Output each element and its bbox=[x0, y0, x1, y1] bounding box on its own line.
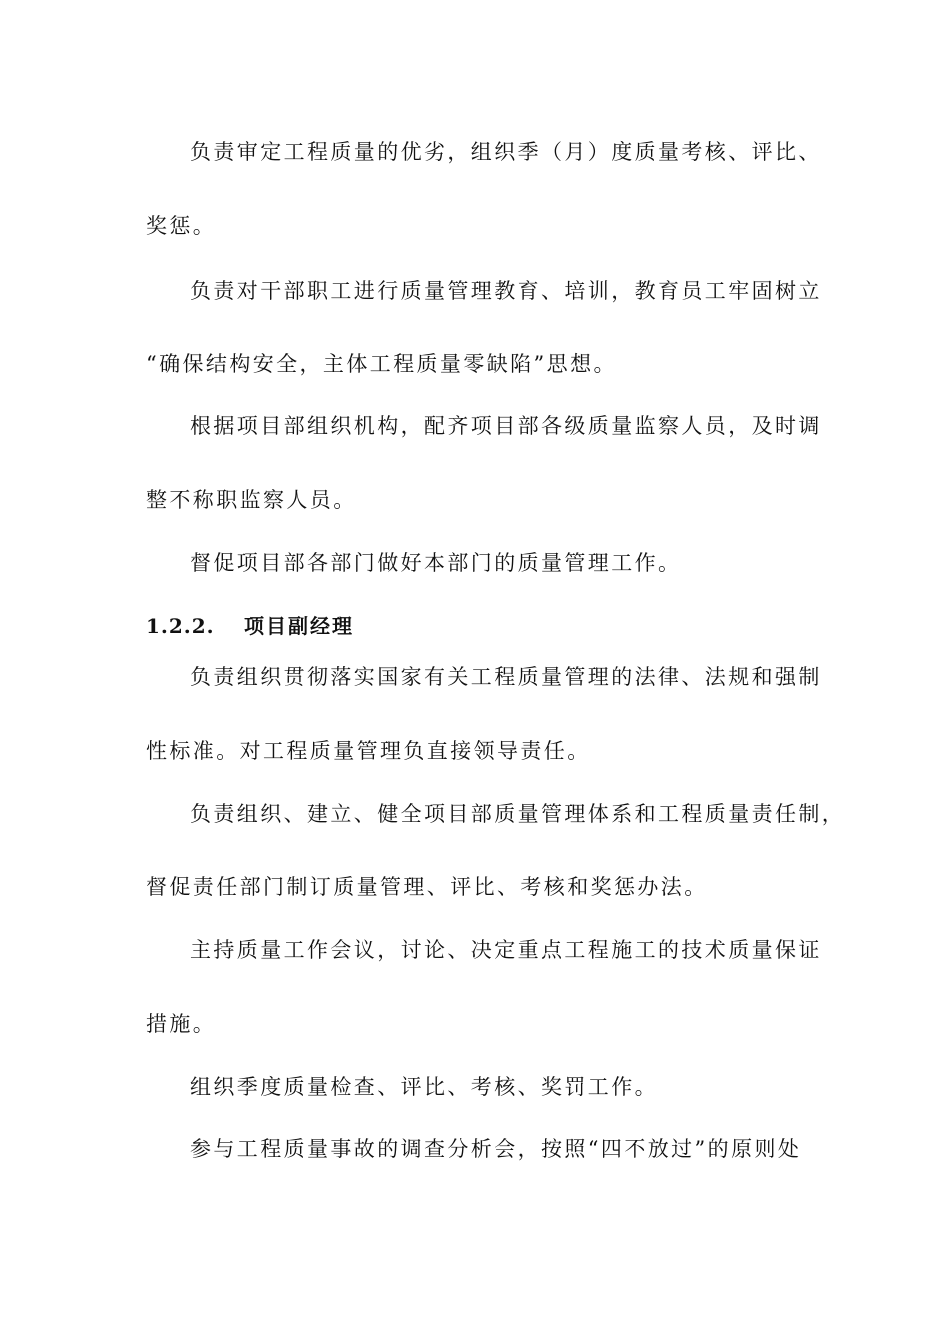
paragraph-line: 组织季度质量检查、评比、考核、奖罚工作。 bbox=[190, 1075, 658, 1099]
paragraph-line: 参与工程质量事故的调查分析会，按照“四不放过”的原则处 bbox=[190, 1137, 802, 1161]
paragraph-line: “确保结构安全，主体工程质量零缺陷”思想。 bbox=[146, 352, 617, 376]
paragraph-line: 负责组织贯彻落实国家有关工程质量管理的法律、法规和强制 bbox=[190, 665, 822, 689]
paragraph-line: 性标准。对工程质量管理负直接领导责任。 bbox=[146, 739, 591, 763]
section-number: 1.2.2. bbox=[146, 614, 215, 638]
section-title: 项目副经理 bbox=[244, 614, 354, 638]
paragraph-line: 督促项目部各部门做好本部门的质量管理工作。 bbox=[190, 551, 682, 575]
paragraph-line: 负责组织、建立、健全项目部质量管理体系和工程质量责任制， bbox=[190, 802, 846, 826]
paragraph-line: 督促责任部门制订质量管理、评比、考核和奖惩办法。 bbox=[146, 875, 708, 899]
paragraph-line: 奖惩。 bbox=[146, 214, 217, 238]
paragraph-line: 措施。 bbox=[146, 1012, 217, 1036]
paragraph-line: 负责审定工程质量的优劣，组织季（月）度质量考核、评比、 bbox=[190, 140, 822, 164]
paragraph-line: 负责对干部职工进行质量管理教育、培训，教育员工牢固树立 bbox=[190, 279, 822, 303]
paragraph-line: 主持质量工作会议，讨论、决定重点工程施工的技术质量保证 bbox=[190, 938, 822, 962]
section-heading bbox=[146, 613, 354, 639]
paragraph-line: 根据项目部组织机构，配齐项目部各级质量监察人员，及时调 bbox=[190, 414, 822, 438]
paragraph-line: 整不称职监察人员。 bbox=[146, 488, 357, 512]
